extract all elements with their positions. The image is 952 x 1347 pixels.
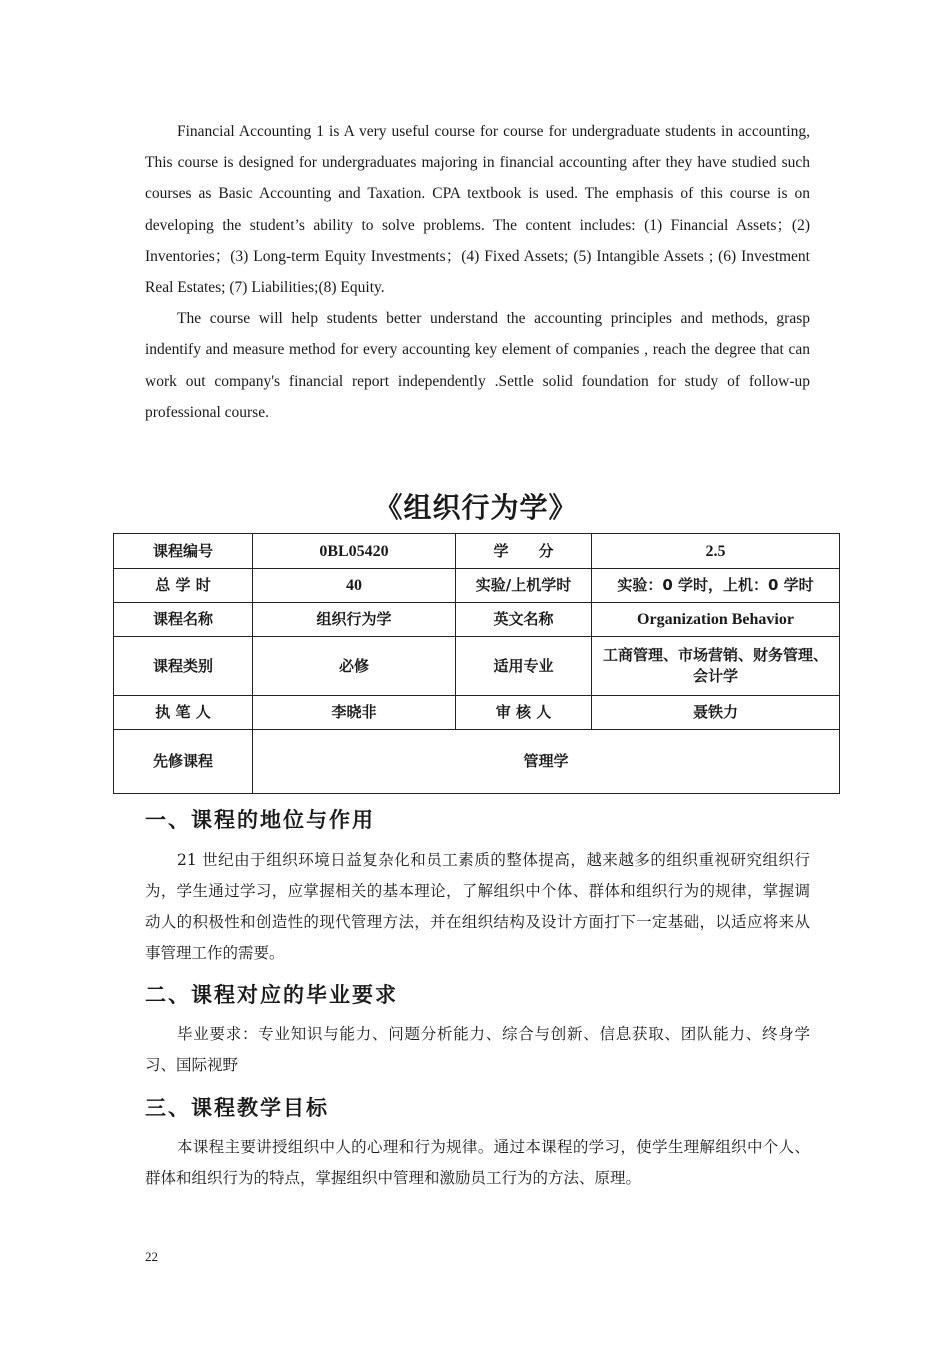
label-lab-hours: 实验/上机学时 [456,569,592,603]
value-lab-hours: 实验：0 学时，上机：0 学时 [592,569,840,603]
table-row [114,637,840,696]
value-course-name: 组织行为学 [253,603,456,637]
table-row [114,569,840,603]
label-prerequisite: 先修课程 [114,730,253,794]
table-row [114,730,840,794]
table-row [114,534,840,569]
section-heading-requirements: 二、课程对应的毕业要求 [145,983,398,1007]
label-course-code: 课程编号 [114,534,253,569]
course-title: 《组织行为学》 [374,491,578,524]
section-heading-objectives: 三、课程教学目标 [145,1096,329,1120]
label-author: 执 笔 人 [114,696,253,730]
intro-paragraph-2: The course will help students better understand the accounting principles and methods, grasp indentify and measure method for every accounting key element of companies , reach the degree that can work out company's financial report independently .Settle solid foundation for study of follow-up professional course. [145,310,810,421]
section-heading-role: 一、课程的地位与作用 [145,808,375,832]
value-prerequisite: 管理学 [253,730,840,794]
section-text-role: 21 世纪由于组织环境日益复杂化和员工素质的整体提高，越来越多的组织重视研究组织行为，学生通过学习，应掌握相关的基本理论，了解组织中个体、群体和组织行为的规律，掌握调动人的积极性和创造性的现代管理方法，并在组织结构及设计方面打下一定基础，以适应将来从事管理工作的需要。 [145,851,810,962]
label-course-type: 课程类别 [114,637,253,696]
label-majors: 适用专业 [456,637,592,696]
value-author: 李晓非 [253,696,456,730]
english-intro [145,116,810,428]
intro-paragraph-1: Financial Accounting 1 is A very useful course for course for undergraduate students in accounting, This course is designed for undergraduates majoring in financial accounting after they have studied such courses as Basic Accounting and Taxation. CPA textbook is used. The emphasis of this course is on developing the student’s ability to solve problems. The content includes: (1) Financial Assets；(2) Inventories；(3) Long-term Equity Investments；(4) Fixed Assets; (5) Intangible Assets ; (6) Investment Real Estates; (7) Liabilities;(8) Equity. [145,123,810,297]
label-reviewer: 审 核 人 [456,696,592,730]
page-number: 22 [145,1249,158,1264]
label-total-hours: 总 学 时 [114,569,253,603]
label-course-name: 课程名称 [114,603,253,637]
label-credits: 学 分 [456,534,592,569]
value-credits: 2.5 [592,534,840,569]
course-info-table [113,533,840,794]
value-course-code: 0BL05420 [253,534,456,569]
value-majors: 工商管理、市场营销、财务管理、会计学 [592,637,840,696]
value-reviewer: 聂铁力 [592,696,840,730]
section-text-objectives: 本课程主要讲授组织中人的心理和行为规律。通过本课程的学习，使学生理解组织中个人、群体和组织行为的特点，掌握组织中管理和激励员工行为的方法、原理。 [145,1138,810,1187]
table-row [114,696,840,730]
value-course-type: 必修 [253,637,456,696]
label-english-name: 英文名称 [456,603,592,637]
value-english-name: Organization Behavior [592,603,840,637]
table-row [114,603,840,637]
section-text-requirements: 毕业要求：专业知识与能力、问题分析能力、综合与创新、信息获取、团队能力、终身学习、国际视野 [145,1025,810,1074]
value-total-hours: 40 [253,569,456,603]
